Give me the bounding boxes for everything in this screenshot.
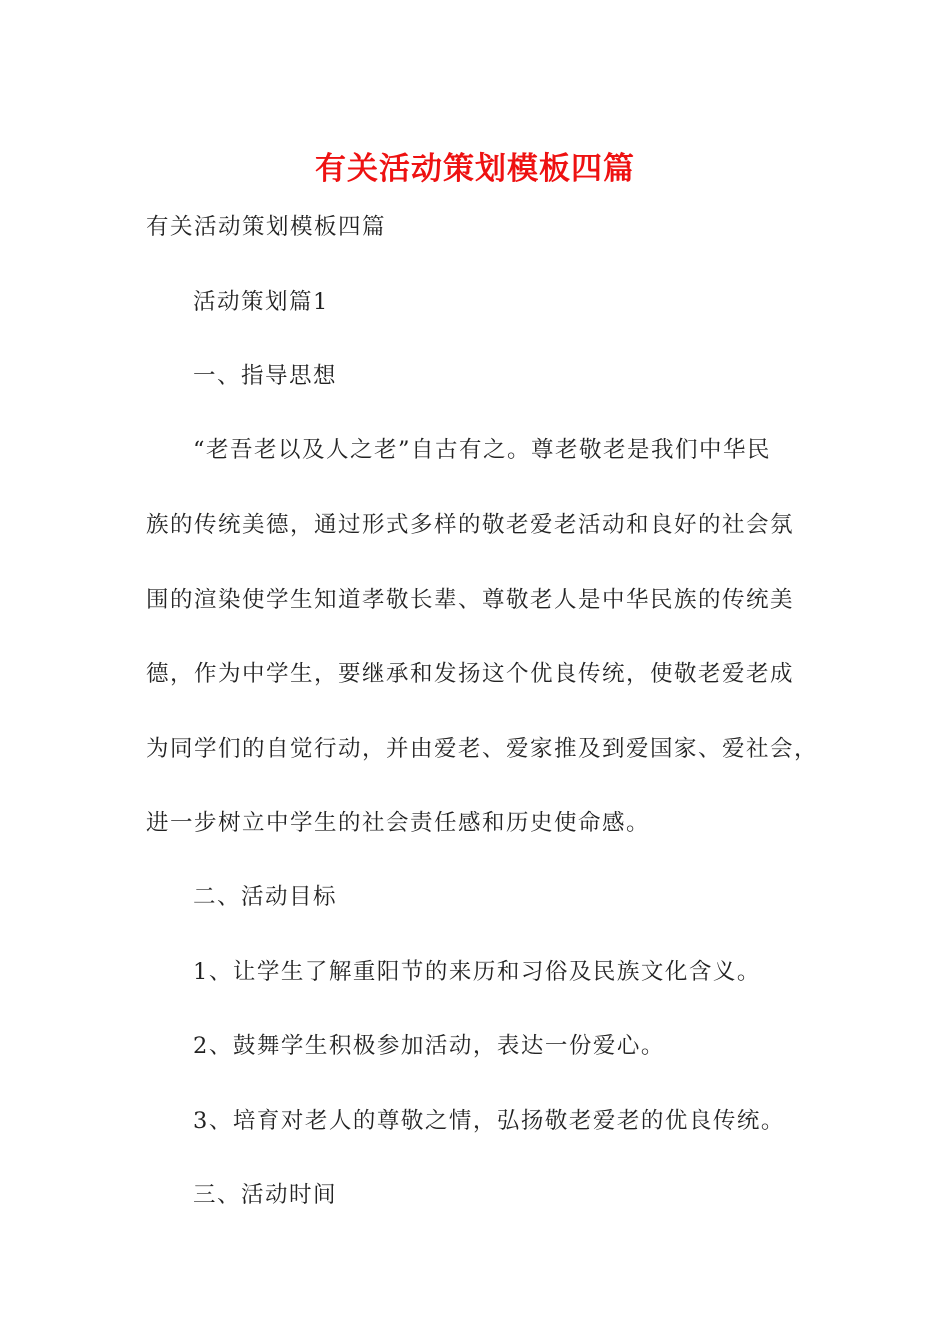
part1-heading: 一、指导思想 [193,363,338,389]
paragraph-line: 为同学们的自觉行动，并由爱老、爱家推及到爱国家、爱社会， [146,736,819,762]
part2-heading: 二、活动目标 [193,884,338,910]
paragraph-line: 德，作为中学生，要继承和发扬这个优良传统，使敬老爱老成 [146,661,795,687]
part3-heading: 三、活动时间 [193,1182,338,1208]
paragraph-line: 进一步树立中学生的社会责任感和历史使命感。 [146,810,651,836]
paragraph-line: 族的传统美德，通过形式多样的敬老爱老活动和良好的社会氛 [146,512,795,538]
paragraph-line: “老吾老以及人之老”自古有之。尊老敬老是我们中华民 [193,437,772,463]
list-item: 2、鼓舞学生积极参加活动，表达一份爱心。 [193,1033,665,1059]
list-item: 3、培育对老人的尊敬之情，弘扬敬老爱老的优良传统。 [193,1108,785,1134]
document-subtitle: 有关活动策划模板四篇 [146,214,387,240]
document-title: 有关活动策划模板四篇 [315,151,635,187]
paragraph-line: 围的渲染使学生知道孝敬长辈、尊敬老人是中华民族的传统美 [146,587,795,613]
section-heading: 活动策划篇1 [193,289,329,315]
list-item: 1、让学生了解重阳节的来历和习俗及民族文化含义。 [193,959,761,985]
